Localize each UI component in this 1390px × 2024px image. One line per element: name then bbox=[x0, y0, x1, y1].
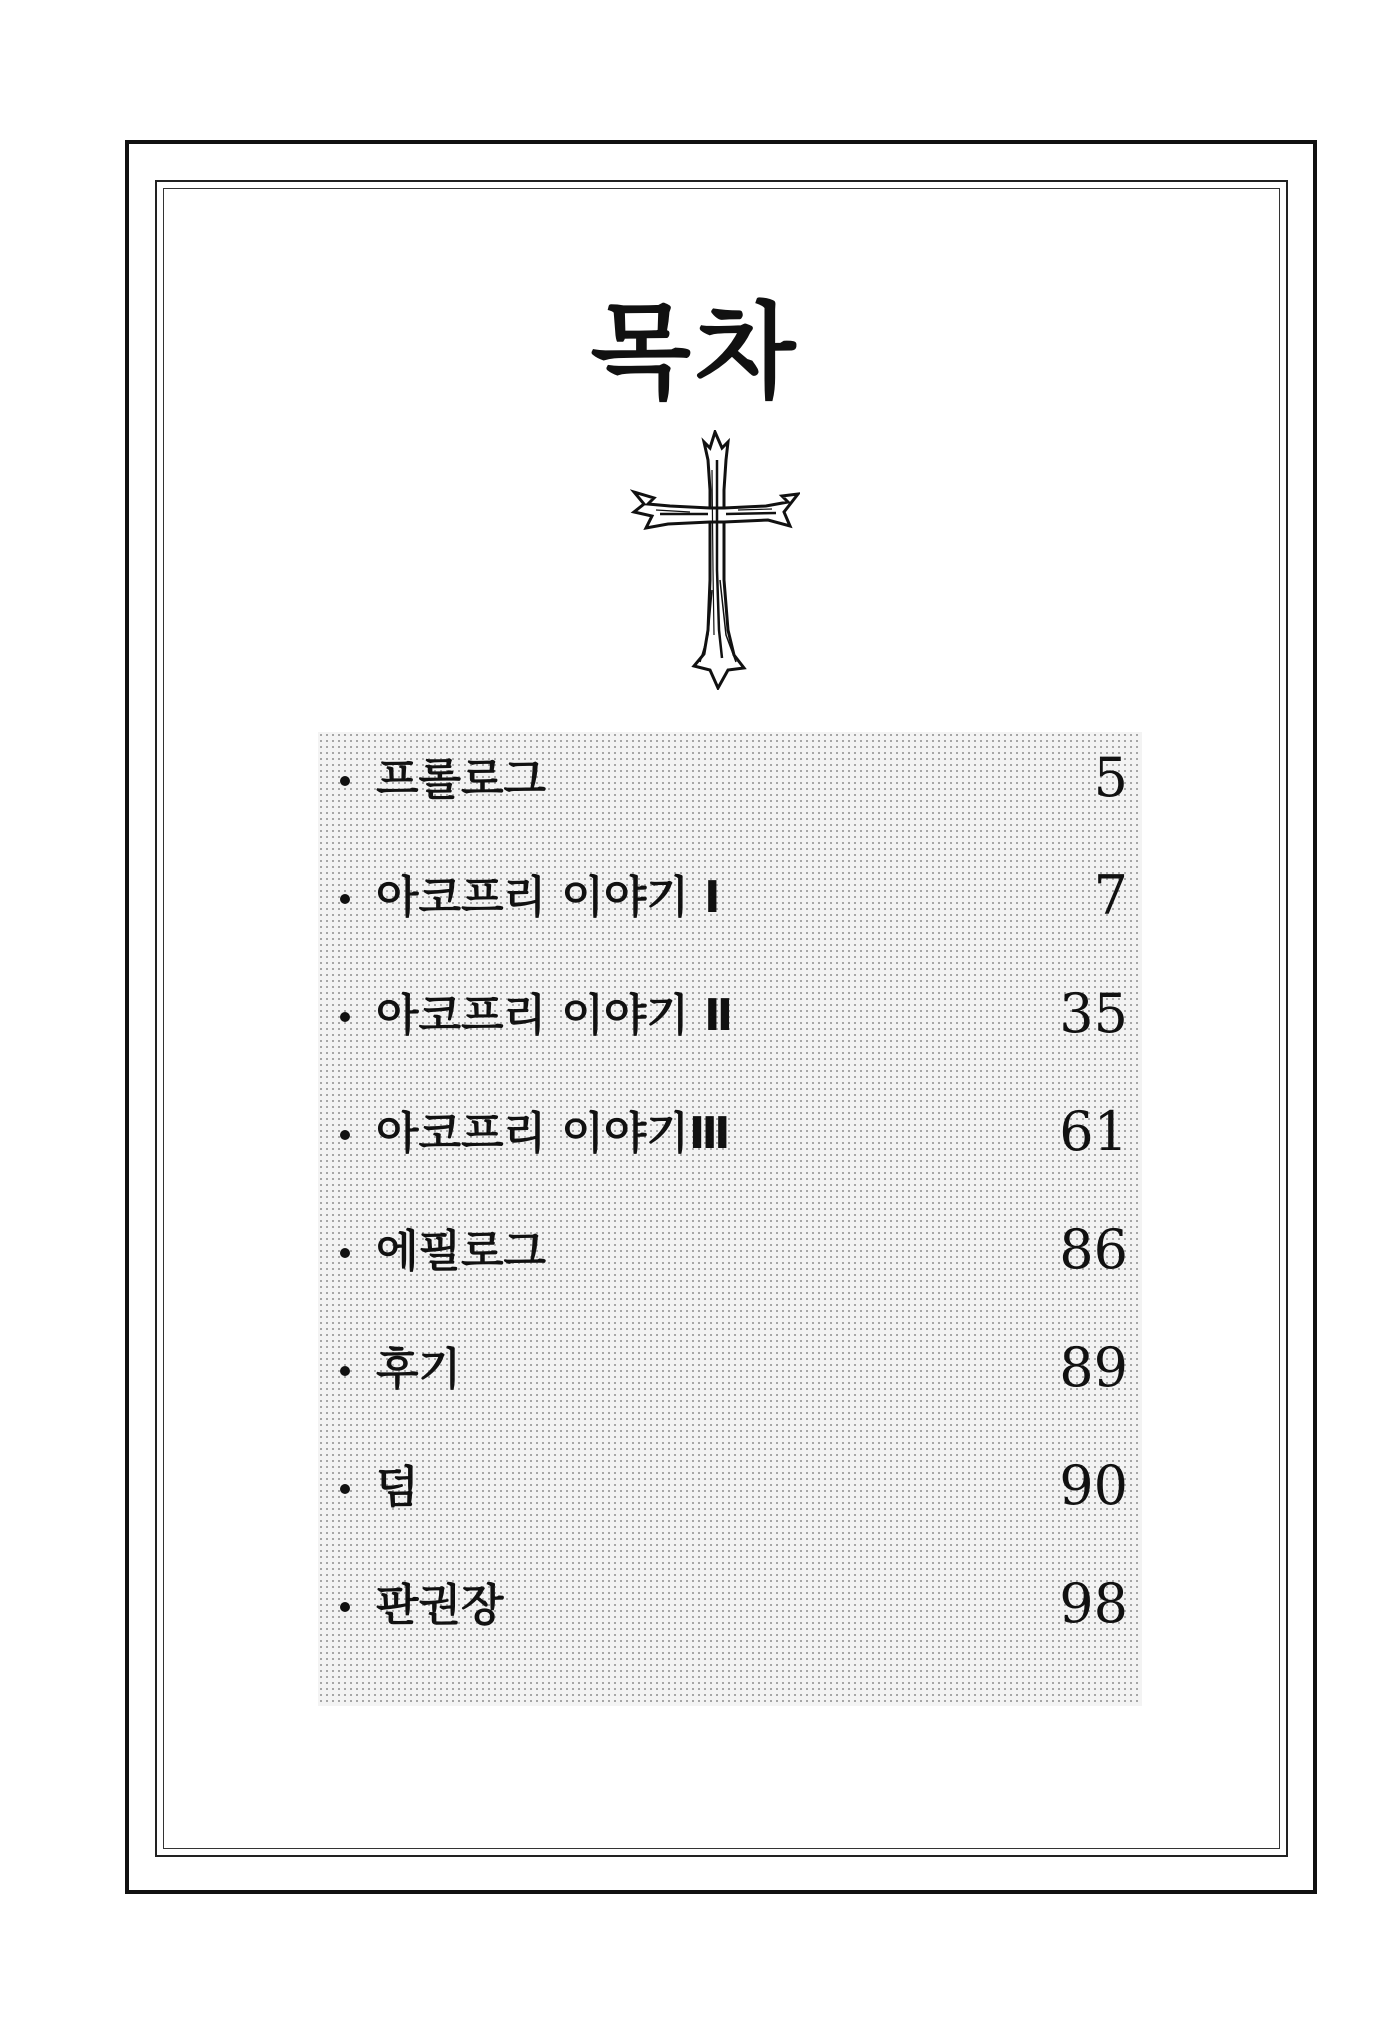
toc-entry-label: 아코프리 이야기Ⅲ bbox=[376, 1108, 731, 1159]
toc-entry[interactable] bbox=[318, 1094, 1142, 1184]
toc-entry-page: 90 bbox=[1059, 1454, 1128, 1517]
toc-entry[interactable] bbox=[318, 976, 1142, 1066]
toc-entry[interactable] bbox=[318, 740, 1142, 830]
toc-entry-page: 7 bbox=[1093, 864, 1128, 927]
bullet-icon bbox=[340, 1248, 350, 1258]
toc-entry-label: 에필로그 bbox=[376, 1226, 547, 1277]
toc-entry[interactable] bbox=[318, 1212, 1142, 1302]
bullet-icon bbox=[340, 894, 350, 904]
toc-entry-label: 아코프리 이야기 Ⅱ bbox=[376, 990, 734, 1041]
toc-entry-page: 86 bbox=[1059, 1218, 1128, 1281]
bullet-icon bbox=[340, 1366, 350, 1376]
toc-entry[interactable] bbox=[318, 858, 1142, 948]
bullet-icon bbox=[340, 1602, 350, 1612]
toc-entry-label: 판권장 bbox=[376, 1580, 504, 1631]
page-title: 목차 bbox=[590, 291, 800, 413]
cross-icon bbox=[630, 430, 800, 690]
toc-entry-label: 프롤로그 bbox=[376, 754, 547, 805]
toc-entry-page: 61 bbox=[1059, 1100, 1128, 1163]
toc-entry[interactable] bbox=[318, 1448, 1142, 1538]
toc-panel bbox=[318, 732, 1142, 1706]
toc-entry-page: 5 bbox=[1093, 746, 1128, 809]
toc-entry-label: 덤 bbox=[376, 1462, 419, 1513]
bullet-icon bbox=[340, 1484, 350, 1494]
toc-entry[interactable] bbox=[318, 1566, 1142, 1656]
toc-entry[interactable] bbox=[318, 1330, 1142, 1420]
toc-entry-page: 35 bbox=[1059, 982, 1128, 1045]
bullet-icon bbox=[340, 1130, 350, 1140]
bullet-icon bbox=[340, 1012, 350, 1022]
toc-entry-label: 후기 bbox=[376, 1344, 462, 1395]
bullet-icon bbox=[340, 776, 350, 786]
toc-entry-page: 98 bbox=[1059, 1572, 1128, 1635]
toc-entry-page: 89 bbox=[1059, 1336, 1128, 1399]
toc-entry-label: 아코프리 이야기 I bbox=[376, 872, 721, 923]
